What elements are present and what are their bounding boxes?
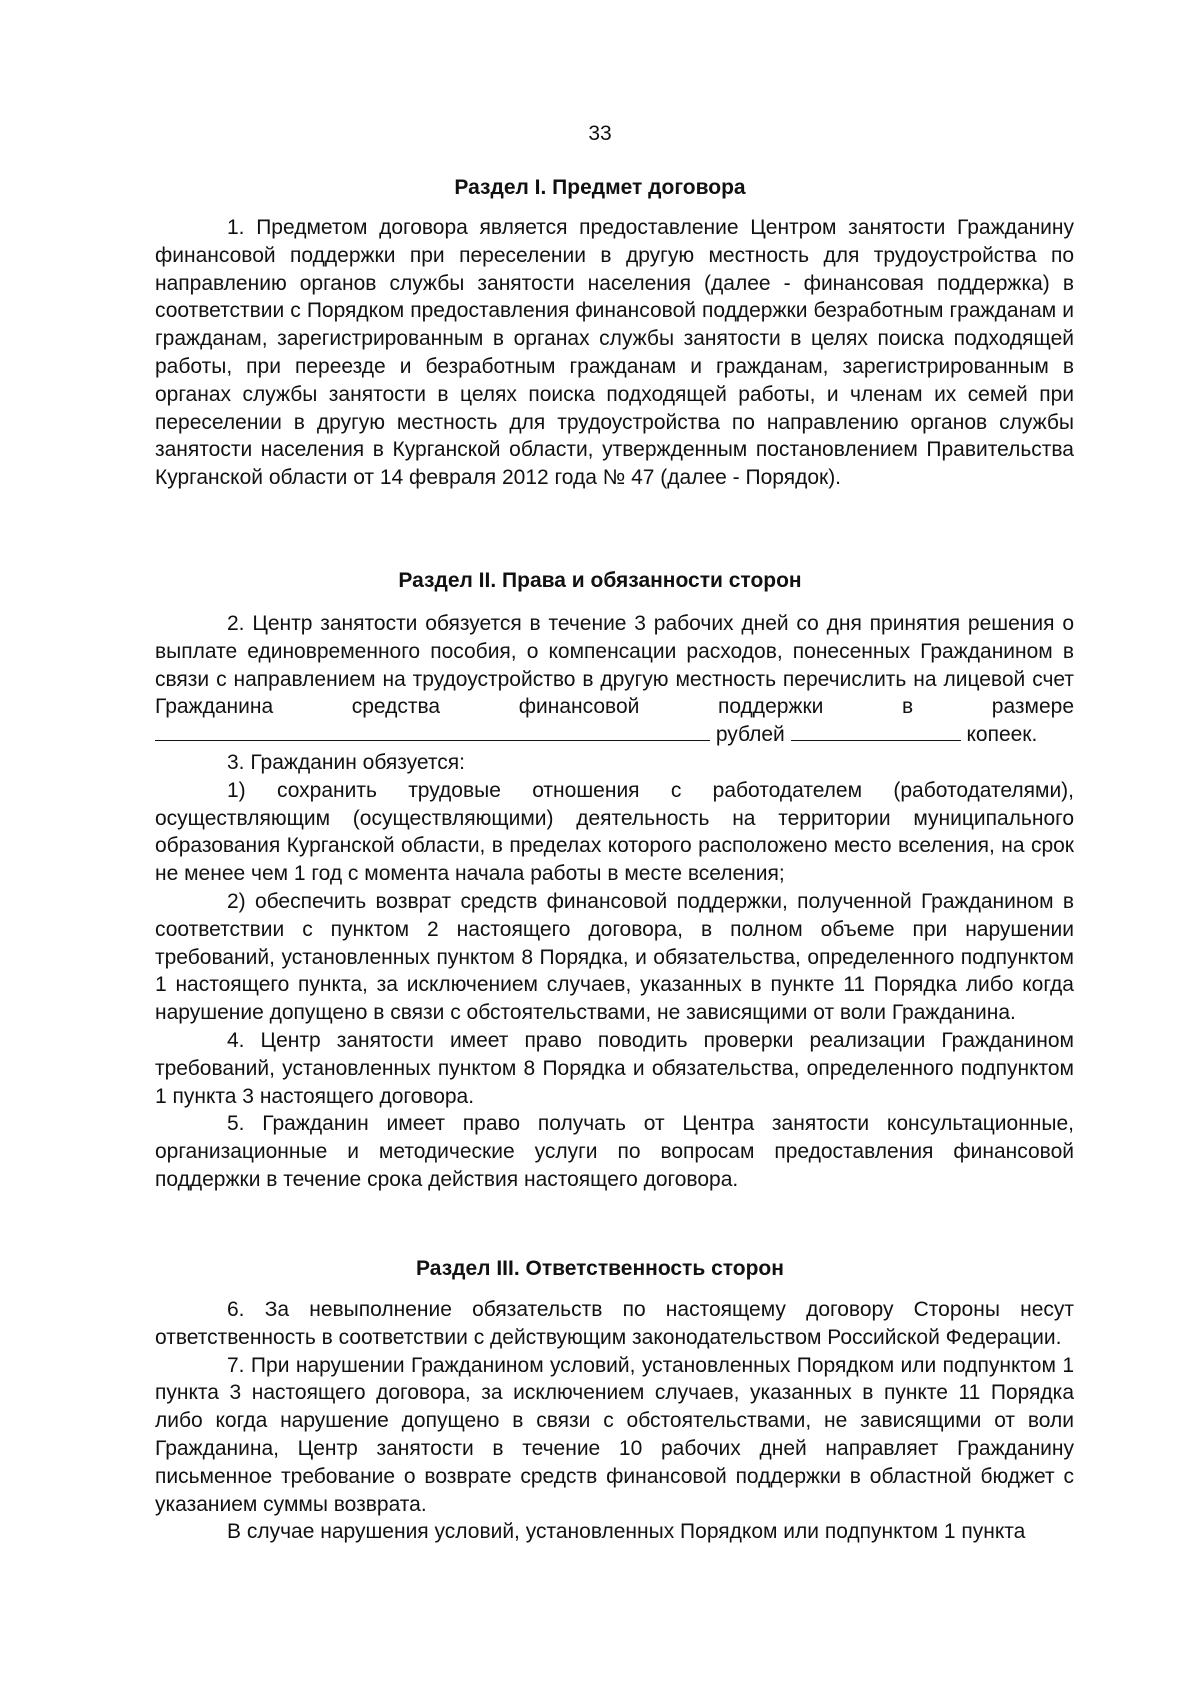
paragraph-4: 4. Центр занятости имеет право поводить проверки реализации Гражданином требований, установленных пунктом 8 Порядка и обязательства, определенного подпунктом 1 пункта 3 настоящего договора.: [155, 1028, 1074, 1108]
paragraph-3-1: 1) сохранить трудовые отношения с работодателем (работодателями), осуществляющим (осуществляющими) деятельность на территории муниципального образования Курганской области, в пределах которого расположено место вселения, на срок не менее чем 1 год с момента начала работы в месте вселения;: [155, 778, 1074, 886]
amount-kopecks-blank: [791, 722, 961, 741]
paragraph-3: 3. Гражданин обязуется:: [227, 750, 465, 774]
paragraph-1: 1. Предметом договора является предоставление Центром занятости Гражданину финансовой поддержки при переселении в другую местность для трудоустройства по направлению органов службы занятости населения (далее - финансовая поддержка) в соответствии с Порядком предоставления финансовой поддержки безработным гражданам и гражданам, зарегистрированным в органах службы занятости в целях поиска подходящей работы, при переезде и безработным гражданам и гражданам, зарегистрированным в органах службы занятости в целях поиска подходящей работы, и членам их семей при переселении в другую местность для трудоустройства по направлению органов службы занятости населения в Курганской области, утвержденным постановлением Правительства Курганской области от 14 февраля 2012 года № 47 (далее - Порядок).: [155, 216, 1074, 490]
rubles-label: рублей: [715, 723, 785, 747]
paragraph-7: 7. При нарушении Гражданином условий, установленных Порядком или подпунктом 1 пункта 3 настоящего договора, за исключением случаев, указанных в пункте 11 Порядка либо когда нарушение допущено в связи с обстоятельствами, не зависящими от воли Гражданина, Центр занятости в течение 10 рабочих дней направляет Гражданину письменное требование о возврате средств финансовой поддержки в областной бюджет с указанием суммы возврата.: [155, 1353, 1074, 1516]
page-number: 33: [588, 122, 612, 145]
section-2-body: [155, 610, 1074, 1194]
section-title-1: Раздел I. Предмет договора: [454, 176, 746, 199]
paragraph-5: 5. Гражданин имеет право получать от Центра занятости консультационные, организационные и методические услуги по вопросам предоставления финансовой поддержки в течение срока действия настоящего договора.: [155, 1112, 1074, 1191]
amount-rubles-blank: [155, 722, 710, 741]
paragraph-3-2: 2) обеспечить возврат средств финансовой поддержки, полученной Гражданином в соответствии с пунктом 2 настоящего договора, в полном объеме при нарушении требований, установленных пунктом 8 Порядка, и обязательства, определенного подпунктом 1 настоящего пункта, за исключением случаев, указанных в пункте 11 Порядка либо когда нарушение допущено в связи с обстоятельствами, не зависящими от воли Гражданина.: [155, 889, 1074, 1025]
paragraph-2-text: 2. Центр занятости обязуется в течение 3 рабочих дней со дня принятия решения о выплате единовременного пособия, о компенсации расходов, понесенных Гражданином в связи с направлением на трудоустройство в другую местность перечислить на лицевой счет Гражданина средства финансовой поддержки в размере: [155, 612, 1074, 719]
paragraph-2: [155, 610, 1074, 749]
kopecks-label: копеек.: [966, 723, 1038, 747]
section-3-body: [155, 1296, 1074, 1546]
section-1-body: [155, 214, 1074, 492]
paragraph-6: 6. За невыполнение обязательств по настоящему договору Стороны несут ответственность в соответствии с действующим законодательством Российской Федерации.: [155, 1298, 1074, 1349]
section-title-2: Раздел II. Права и обязанности сторон: [398, 569, 802, 592]
section-title-3: Раздел III. Ответственность сторон: [416, 1257, 784, 1280]
paragraph-8: В случае нарушения условий, установленных Порядком или подпунктом 1 пункта: [227, 1520, 1026, 1544]
